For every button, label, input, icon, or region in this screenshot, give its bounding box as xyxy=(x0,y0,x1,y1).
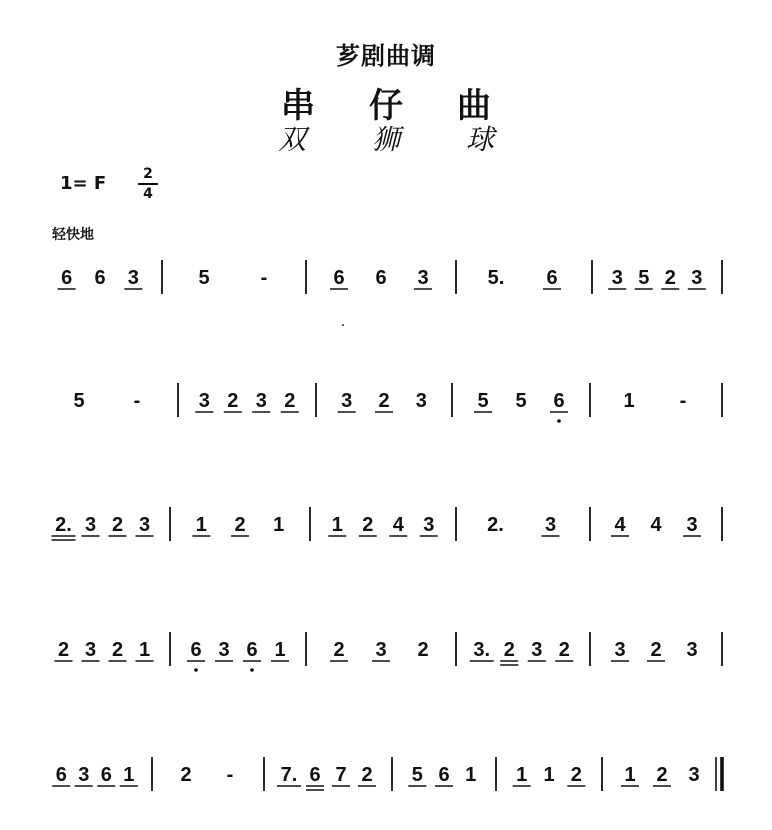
note: 3 xyxy=(531,639,543,661)
note: 3 xyxy=(423,514,435,536)
piece-subtitle: 双狮球 xyxy=(277,123,560,156)
note: 4 xyxy=(614,514,626,536)
low-octave-dot xyxy=(194,668,198,672)
note: 2 xyxy=(503,639,515,661)
note: 1 xyxy=(331,514,343,536)
note: 2 xyxy=(650,639,662,661)
time-signature-top: 2 xyxy=(143,166,153,182)
note: 6 xyxy=(55,764,67,786)
note: 1 xyxy=(195,514,207,536)
note: 3 xyxy=(127,267,139,289)
note: 3 xyxy=(686,639,698,661)
note: 3. xyxy=(473,639,491,661)
note: 3 xyxy=(375,639,387,661)
note: 6 xyxy=(333,267,345,289)
note: 1 xyxy=(516,764,528,786)
note: 2 xyxy=(570,764,582,786)
note: - xyxy=(226,764,234,786)
note: 5 xyxy=(198,267,210,289)
note: 6 xyxy=(190,639,202,661)
note: 2 xyxy=(180,764,192,786)
note: 1 xyxy=(623,390,635,412)
note: 5 xyxy=(477,390,489,412)
note: 1 xyxy=(465,764,477,786)
note: 2 xyxy=(417,639,429,661)
note: - xyxy=(260,267,268,289)
note: 2 xyxy=(361,764,373,786)
note: 2 xyxy=(333,639,345,661)
note: 3 xyxy=(686,514,698,536)
note: 6 xyxy=(61,267,73,289)
note: 5 xyxy=(411,764,423,786)
low-octave-dot xyxy=(557,419,561,423)
note: 3 xyxy=(691,267,703,289)
low-octave-dot xyxy=(250,668,254,672)
note: 5 xyxy=(515,390,527,412)
note: 3 xyxy=(341,390,353,412)
note: 1 xyxy=(543,764,555,786)
note: 1 xyxy=(624,764,636,786)
note: 4 xyxy=(650,514,662,536)
piece-title: 串仔曲 xyxy=(281,86,545,126)
note: 6 xyxy=(553,390,565,412)
note: 2 xyxy=(57,639,70,661)
note: 6 xyxy=(94,267,106,289)
note: 4 xyxy=(392,514,404,536)
note: 3 xyxy=(544,514,557,536)
note: 6 xyxy=(100,764,112,786)
key-signature: 1= F xyxy=(60,173,107,194)
note: 5 xyxy=(638,267,650,289)
note: 2. xyxy=(55,514,72,536)
note: - xyxy=(133,390,141,412)
note: 3 xyxy=(198,390,210,412)
note: 6 xyxy=(309,764,321,786)
note: 2 xyxy=(111,639,124,661)
note: 2 xyxy=(664,267,676,289)
note: 2 xyxy=(234,514,246,536)
genre-heading: 芗剧曲调 xyxy=(336,42,436,70)
note: 6 xyxy=(246,639,258,661)
note: 6 xyxy=(375,267,387,289)
note: 3 xyxy=(688,764,700,786)
note: 3 xyxy=(84,639,97,661)
note: 6 xyxy=(438,764,450,786)
note: 3 xyxy=(417,267,429,289)
note: 2. xyxy=(487,514,504,536)
note: 1 xyxy=(138,639,151,661)
note: - xyxy=(679,390,687,412)
note: 7 xyxy=(335,764,347,786)
note: 2 xyxy=(378,390,390,412)
note: 3 xyxy=(84,514,97,536)
note: 7. xyxy=(280,764,298,786)
note: 3 xyxy=(614,639,626,661)
time-signature-bottom: 4 xyxy=(143,186,153,202)
note: 1 xyxy=(274,639,286,661)
note: 3 xyxy=(138,514,151,536)
note: 3 xyxy=(255,390,267,412)
note: 3 xyxy=(218,639,230,661)
note: 6 xyxy=(546,267,558,289)
note: 2 xyxy=(362,514,374,536)
note: 2 xyxy=(227,390,239,412)
note: 1 xyxy=(123,764,135,786)
note: 2 xyxy=(558,639,570,661)
note: 5 xyxy=(73,390,85,412)
note: 5. xyxy=(487,267,505,289)
note: 3 xyxy=(611,267,623,289)
note: 2 xyxy=(284,390,296,412)
note: 2 xyxy=(111,514,124,536)
tempo-marking: 轻快地 xyxy=(52,227,94,243)
note: 3 xyxy=(78,764,90,786)
note: 1 xyxy=(273,514,285,536)
note: 3 xyxy=(415,390,427,412)
note: 2 xyxy=(656,764,668,786)
